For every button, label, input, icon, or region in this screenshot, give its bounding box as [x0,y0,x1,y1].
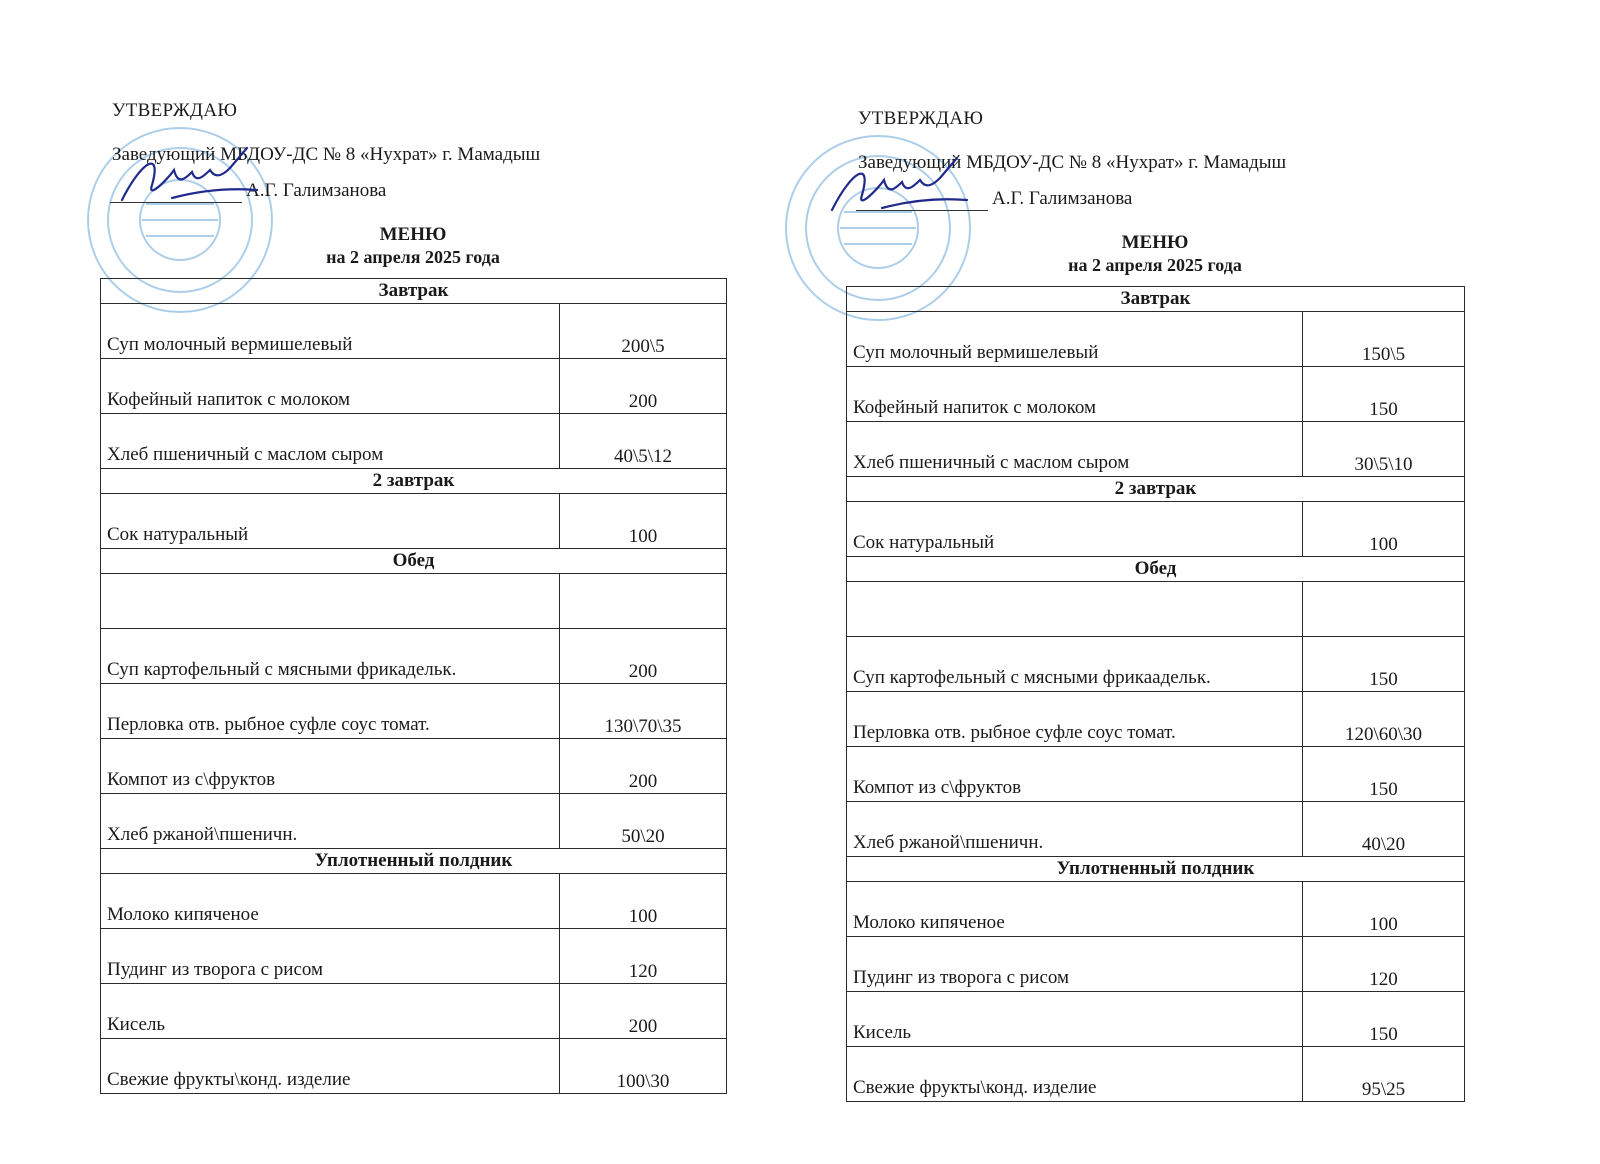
dish-name: Хлеб пшеничный с маслом сыром [847,422,1303,477]
table-row [847,502,1465,557]
dish-name: Компот из с\фруктов [847,747,1303,802]
table-row [847,802,1465,857]
table-row [847,937,1465,992]
section-row [847,287,1465,312]
dish-quantity: 150 [1303,747,1465,802]
table-row [101,304,727,359]
table-row [101,739,727,794]
menu-table [846,286,1465,1102]
table-row [101,874,727,929]
table-row [847,692,1465,747]
dish-quantity: 100 [560,874,727,929]
table-row [847,637,1465,692]
section-header: Уплотненный полдник [847,857,1465,882]
dish-name: Перловка отв. рыбное суфле соус томат. [847,692,1303,747]
table-row [847,747,1465,802]
approval-block [100,92,726,272]
signature-line [856,210,988,211]
dish-name: Перловка отв. рыбное суфле соус томат. [101,684,560,739]
approval-head-position: Заведующий МБДОУ-ДС № 8 «Нухрат» г. Мамадыш [112,144,541,165]
section-row [847,477,1465,502]
dish-quantity: 120 [560,929,727,984]
dish-quantity: 100\30 [560,1039,727,1094]
dish-quantity [560,574,727,629]
table-row [847,422,1465,477]
dish-quantity: 40\5\12 [560,414,727,469]
table-row [101,929,727,984]
table-row [101,629,727,684]
dish-name: Кофейный напиток с молоком [101,359,560,414]
dish-name: Кисель [847,992,1303,1047]
table-row [101,984,727,1039]
dish-name: Сок натуральный [847,502,1303,557]
menu-title: МЕНЮ [379,224,447,245]
section-row [101,549,727,574]
section-row [847,857,1465,882]
dish-quantity: 200 [560,739,727,794]
table-row [101,574,727,629]
dish-quantity: 150 [1303,992,1465,1047]
dish-name: Хлеб ржаной\пшеничн. [101,794,560,849]
dish-name: Суп картофельный с мясными фрикадельк. [101,629,560,684]
table-row [101,494,727,549]
approval-block [846,100,1464,280]
dish-quantity: 200\5 [560,304,727,359]
dish-quantity: 40\20 [1303,802,1465,857]
dish-quantity: 95\25 [1303,1047,1465,1102]
table-row [101,684,727,739]
dish-quantity: 100 [560,494,727,549]
table-row [847,992,1465,1047]
menu-title: МЕНЮ [1121,232,1189,253]
table-row [847,367,1465,422]
section-header: Обед [101,549,727,574]
dish-quantity: 200 [560,984,727,1039]
dish-name: Свежие фрукты\конд. изделие [101,1039,560,1094]
dish-quantity: 120 [1303,937,1465,992]
dish-name: Свежие фрукты\конд. изделие [847,1047,1303,1102]
dish-name: Компот из с\фруктов [101,739,560,794]
section-header: Уплотненный полдник [101,849,727,874]
menu-sheet-left [100,92,726,1092]
dish-name: Сок натуральный [101,494,560,549]
dish-quantity: 130\70\35 [560,684,727,739]
dish-quantity: 150\5 [1303,312,1465,367]
dish-quantity: 150 [1303,637,1465,692]
dish-name: Суп молочный вермишелевый [847,312,1303,367]
dish-name: Суп картофельный с мясными фрикаадельк. [847,637,1303,692]
dish-quantity [1303,582,1465,637]
table-row [101,794,727,849]
approval-head-position: Заведующий МБДОУ-ДС № 8 «Нухрат» г. Мамадыш [858,152,1287,173]
approval-title: УТВЕРЖДАЮ [112,100,238,121]
menu-date: на 2 апреля 2025 года [1068,255,1242,275]
dish-name: Молоко кипяченое [847,882,1303,937]
section-header: Завтрак [847,287,1465,312]
approval-name: А.Г. Галимзанова [992,188,1133,209]
section-row [101,849,727,874]
section-header: Завтрак [101,279,727,304]
menu-table [100,278,727,1094]
dish-quantity: 120\60\30 [1303,692,1465,747]
dish-quantity: 200 [560,629,727,684]
dish-quantity: 100 [1303,502,1465,557]
table-row [847,582,1465,637]
table-row [847,1047,1465,1102]
table-row [101,1039,727,1094]
section-row [101,469,727,494]
section-row [101,279,727,304]
section-row [847,557,1465,582]
dish-name: Пудинг из творога с рисом [101,929,560,984]
menu-sheet-right [846,100,1464,1100]
dish-name: Молоко кипяченое [101,874,560,929]
dish-name: Кофейный напиток с молоком [847,367,1303,422]
section-header: 2 завтрак [101,469,727,494]
table-row [847,312,1465,367]
dish-name: Суп молочный вермишелевый [101,304,560,359]
signature-line [110,202,242,203]
table-row [101,359,727,414]
section-header: 2 завтрак [847,477,1465,502]
dish-name [847,582,1303,637]
dish-quantity: 50\20 [560,794,727,849]
dish-quantity: 30\5\10 [1303,422,1465,477]
dish-name: Кисель [101,984,560,1039]
dish-name: Пудинг из творога с рисом [847,937,1303,992]
section-header: Обед [847,557,1465,582]
approval-name: А.Г. Галимзанова [246,180,387,201]
dish-quantity: 100 [1303,882,1465,937]
dish-quantity: 200 [560,359,727,414]
approval-title: УТВЕРЖДАЮ [858,108,984,129]
table-row [101,414,727,469]
menu-date: на 2 апреля 2025 года [326,247,500,267]
dish-name: Хлеб ржаной\пшеничн. [847,802,1303,857]
table-row [847,882,1465,937]
dish-quantity: 150 [1303,367,1465,422]
dish-name: Хлеб пшеничный с маслом сыром [101,414,560,469]
dish-name [101,574,560,629]
